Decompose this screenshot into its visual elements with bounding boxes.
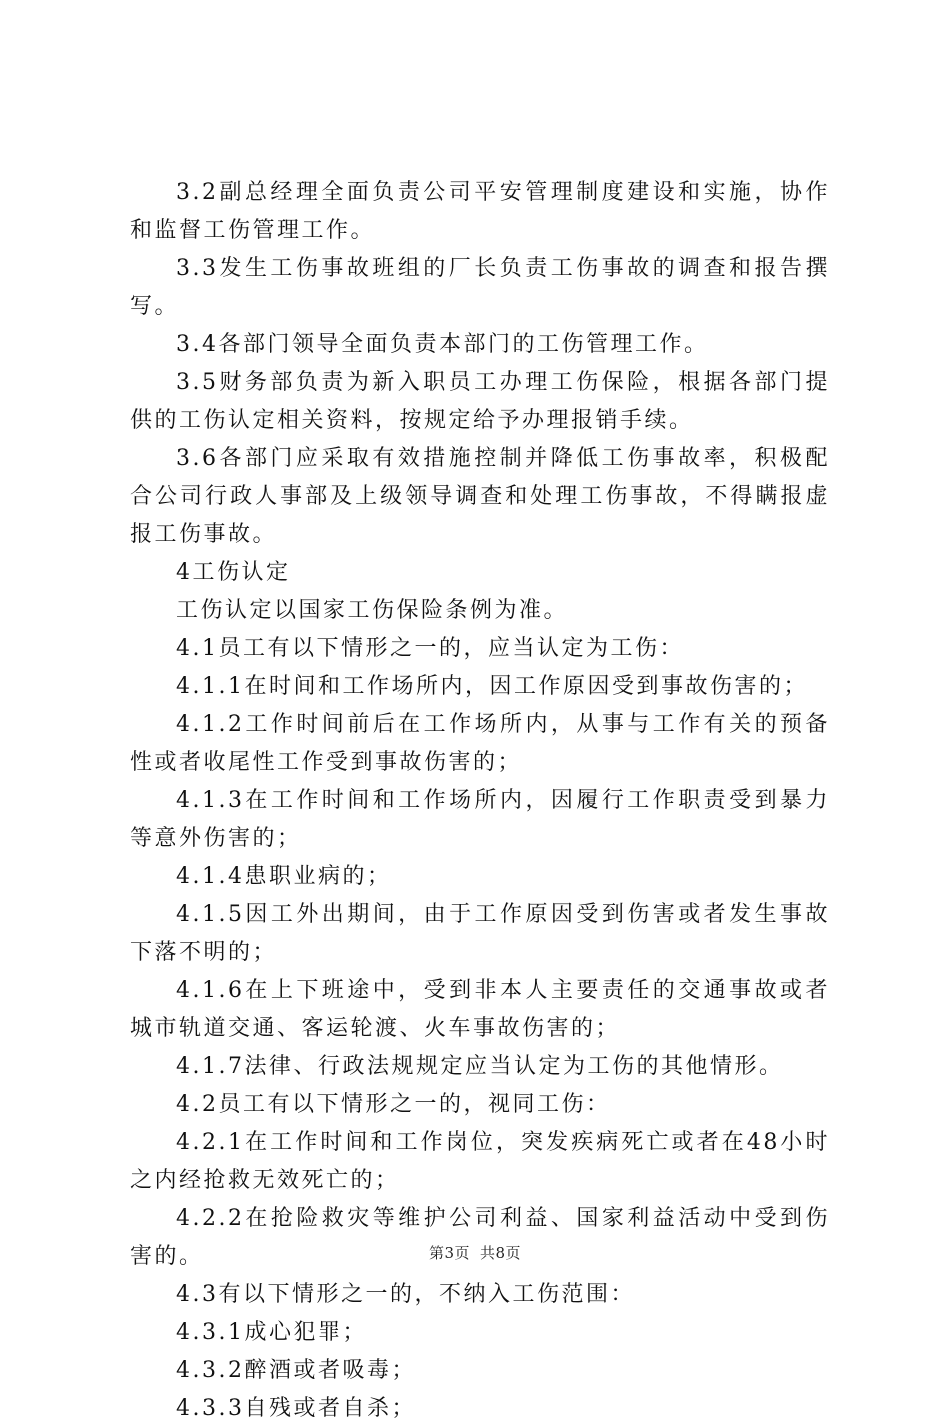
section-heading-4: 4工伤认定 (176, 560, 291, 585)
paragraph-3-2: 3.2副总经理全面负责公司平安管理制度建设和实施，协作和监督工伤管理工作。 (130, 180, 830, 243)
paragraph-4-1-6: 4.1.6在上下班途中，受到非本人主要责任的交通事故或者城市轨道交通、客运轮渡、火车事故伤害的； (130, 978, 830, 1041)
paragraph-3-4: 3.4各部门领导全面负责本部门的工伤管理工作。 (176, 332, 709, 357)
paragraph-4-3-3: 4.3.3自残或者自杀； (176, 1396, 416, 1421)
paragraph-3-5: 3.5财务部负责为新入职员工办理工伤保险，根据各部门提供的工伤认定相关资料，按规定给予办理报销手续。 (130, 370, 830, 433)
paragraph-3-6: 3.6各部门应采取有效措施控制并降低工伤事故率，积极配合公司行政人事部及上级领导调查和处理工伤事故，不得瞒报虚报工伤事故。 (130, 446, 830, 547)
paragraph-4-1-2: 4.1.2工作时间前后在工作场所内，从事与工作有关的预备性或者收尾性工作受到事故伤害的； (130, 712, 830, 775)
document-body (130, 174, 830, 1428)
page-total: 共8页 (480, 1244, 522, 1262)
paragraph-4-3: 4.3有以下情形之一的，不纳入工伤范围： (176, 1282, 635, 1307)
paragraph-4-2-2: 4.2.2在抢险救灾等维护公司利益、国家利益活动中受到伤害的。 (130, 1206, 830, 1269)
paragraph-4-3-1: 4.3.1成心犯罪； (176, 1320, 367, 1345)
paragraph-4-1-4: 4.1.4患职业病的； (176, 864, 392, 889)
page-footer (0, 1242, 950, 1264)
paragraph-4-intro: 工伤认定以国家工伤保险条例为准。 (176, 598, 569, 623)
paragraph-4-1-7: 4.1.7法律、行政法规规定应当认定为工伤的其他情形。 (176, 1054, 784, 1079)
paragraph-4-1-3: 4.1.3在工作时间和工作场所内，因履行工作职责受到暴力等意外伤害的； (130, 788, 830, 851)
paragraph-4-3-2: 4.3.2醉酒或者吸毒； (176, 1358, 416, 1383)
page-number: 第3页 (428, 1244, 470, 1262)
paragraph-4-1-1: 4.1.1在时间和工作场所内，因工作原因受到事故伤害的； (176, 674, 808, 699)
paragraph-4-2-1: 4.2.1在工作时间和工作岗位，突发疾病死亡或者在48小时之内经抢救无效死亡的； (130, 1130, 830, 1193)
paragraph-4-1: 4.1员工有以下情形之一的，应当认定为工伤： (176, 636, 684, 661)
paragraph-4-1-5: 4.1.5因工外出期间，由于工作原因受到伤害或者发生事故下落不明的； (130, 902, 830, 965)
paragraph-3-3: 3.3发生工伤事故班组的厂长负责工伤事故的调查和报告撰写。 (130, 256, 830, 319)
paragraph-4-2: 4.2员工有以下情形之一的，视同工伤： (176, 1092, 611, 1117)
